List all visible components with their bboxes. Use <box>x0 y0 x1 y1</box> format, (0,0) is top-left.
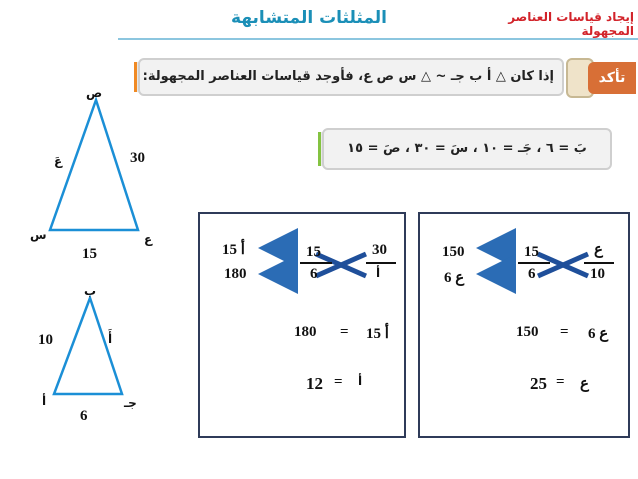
triangle-top-shape <box>50 100 138 230</box>
panel-right-answer: 25 <box>530 374 547 393</box>
triangle-bottom-side-right-label: أَ <box>108 332 113 346</box>
check-tab-label: تأكد <box>588 62 636 94</box>
panel-left-frac2-bar <box>300 262 332 264</box>
triangle-top-vertex-right: ع <box>144 232 153 246</box>
page-subtitle: إيجاد قياسات العناصر المجهولة <box>508 10 634 38</box>
panel-right-eq1-left: 6 ع <box>588 326 609 342</box>
panel-right-frac1-bar <box>584 262 614 264</box>
triangle-bottom-side-left-value: 10 <box>38 332 53 348</box>
panel-right-eq1-right: 150 <box>516 324 539 340</box>
panel-left-eq2-sign: = <box>334 374 343 390</box>
triangle-top-vertex-top: ص <box>86 86 103 100</box>
panel-left-eq1-sign: = <box>340 324 349 340</box>
panel-right-frac1-num: ع <box>594 242 603 258</box>
panel-right-eq2-sign: = <box>556 374 565 390</box>
triangle-bottom <box>48 290 128 400</box>
triangle-bottom-vertex-right: جـ <box>124 396 137 410</box>
triangle-top-vertex-left: س <box>30 228 47 242</box>
panel-right-frac2-num: 15 <box>524 244 539 260</box>
header-divider <box>118 38 638 40</box>
panel-left-frac2-den: 6 <box>310 266 318 282</box>
panel-left-eq1-right: 180 <box>294 324 317 340</box>
check-tab[interactable] <box>560 56 636 100</box>
panel-left-eq2-left: أ <box>358 374 363 388</box>
triangle-bottom-vertex-top: ب <box>84 284 97 298</box>
panel-left-arrow2-result: 180 <box>224 266 247 282</box>
given-values-box: بَ = ٦ ، جَـ = ١٠ ، سَ = ٣٠ ، صَ = ١٥ <box>322 128 612 170</box>
triangle-top-base-value: 15 <box>82 246 97 262</box>
panel-right-eq2-left: ع <box>580 376 589 392</box>
triangle-top-side-left-label: عَ <box>54 154 63 168</box>
panel-left-frac1-num: 30 <box>372 242 387 258</box>
question-box: إذا كان △ أ ب جـ ~ △ س ص ع، فأوجد قياسات العناصر المجهولة: <box>138 58 564 96</box>
panel-right-frac2-den: 6 <box>528 266 536 282</box>
panel-left-frac2-num: 15 <box>306 244 321 260</box>
panel-right-eq1-sign: = <box>560 324 569 340</box>
panel-right-arrow1-result: 150 <box>442 244 465 260</box>
panel-right-frac1-den: 10 <box>590 266 605 282</box>
triangle-bottom-vertex-left: أ <box>42 394 47 408</box>
panel-right-arrow2-result: 6 ع <box>444 270 465 286</box>
panel-left-frac1-den: أ <box>376 266 381 280</box>
panel-left-frac1-bar <box>366 262 396 264</box>
triangle-top-side-right-value: 30 <box>130 150 145 166</box>
page-title: المثلثات المتشابهة <box>231 8 387 28</box>
triangle-bottom-shape <box>54 298 122 394</box>
panel-left-eq1-left: 15 أ <box>366 326 389 342</box>
triangle-bottom-base-value: 6 <box>80 408 88 424</box>
panel-left-answer: 12 <box>306 374 323 393</box>
panel-left-arrow1-result: 15 أ <box>222 242 245 258</box>
panel-right-frac2-bar <box>518 262 550 264</box>
